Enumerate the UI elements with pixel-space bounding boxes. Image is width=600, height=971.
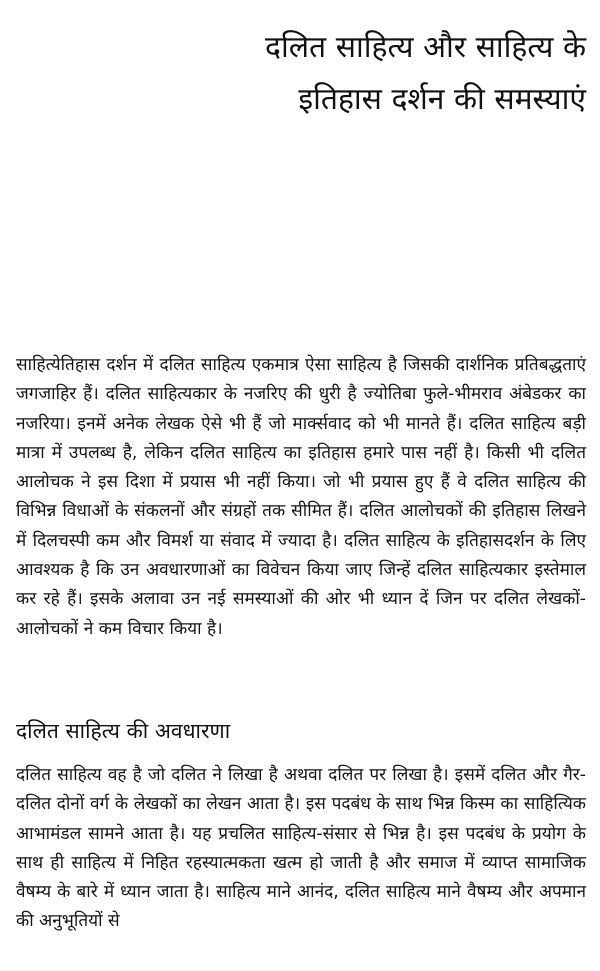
chapter-title-line-1: दलित साहित्य और साहित्य के — [265, 30, 586, 65]
intro-paragraph: साहित्येतिहास दर्शन में दलित साहित्य एकमात्र ऐसा साहित्य है जिसकी दार्शनिक प्रतिबद्धताएं जगजाहिर हैं। दलित साहित्यकार के नजरिए की धुरी है ज्योतिबा फुले-भीमराव अंबेडकर का नजरिया। इनमें अनेक लेखक ऐसे भी हैं जो मार्क्सवाद को भी मानते हैं। दलित साहित्य बड़ी मात्रा में उपलब्ध है, लेकिन दलित साहित्य का इतिहास हमारे पास नहीं है। किसी भी दलित आलोचक ने इस दिशा में प्रयास भी नहीं किया। जो भी प्रयास हुए हैं वे दलित साहित्य की विभिन्न विधाओं के संकलनों और संग्रहों तक सीमित हैं। दलित आलोचकों की इतिहास लिखने में दिलचस्पी कम और विमर्श या संवाद में ज्यादा है। दलित साहित्य के इतिहासदर्शन के लिए आवश्यक है कि उन अवधारणाओं का विवेचन किया जाए जिन्हें दलित साहित्यकार इस्तेमाल कर रहे हैं। इसके अलावा उन नई समस्याओं की ओर भी ध्यान दें जिन पर दलित लेखकों-आलोचकों ने कम विचार किया है। — [16, 355, 586, 639]
section-paragraph: दलित साहित्य वह है जो दलित ने लिखा है अथवा दलित पर लिखा है। इसमें दलित और गैर-दलित दोनों वर्ग के लेखकों का लेखन आता है। इस पदबंध के साथ भिन्न किस्म का साहित्यिक आभामंडल सामने आता है। यह प्रचलित साहित्य-संसार से भिन्न है। इस पदबंध के प्रयोग के साथ ही साहित्य में निहित रहस्यात्मकता खत्म हो जाती है और समाज में व्याप्त सामाजिक वैषम्य के बारे में ध्यान जाता है। साहित्य माने आनंद, दलित साहित्य माने वैषम्य और अपमान की अनुभूतियों से — [16, 765, 586, 932]
chapter-title-line-2: इतिहास दर्शन की समस्याएं — [298, 82, 586, 117]
chapter-title — [126, 22, 586, 126]
section-heading: दलित साहित्य की अवधारणा — [16, 719, 231, 743]
